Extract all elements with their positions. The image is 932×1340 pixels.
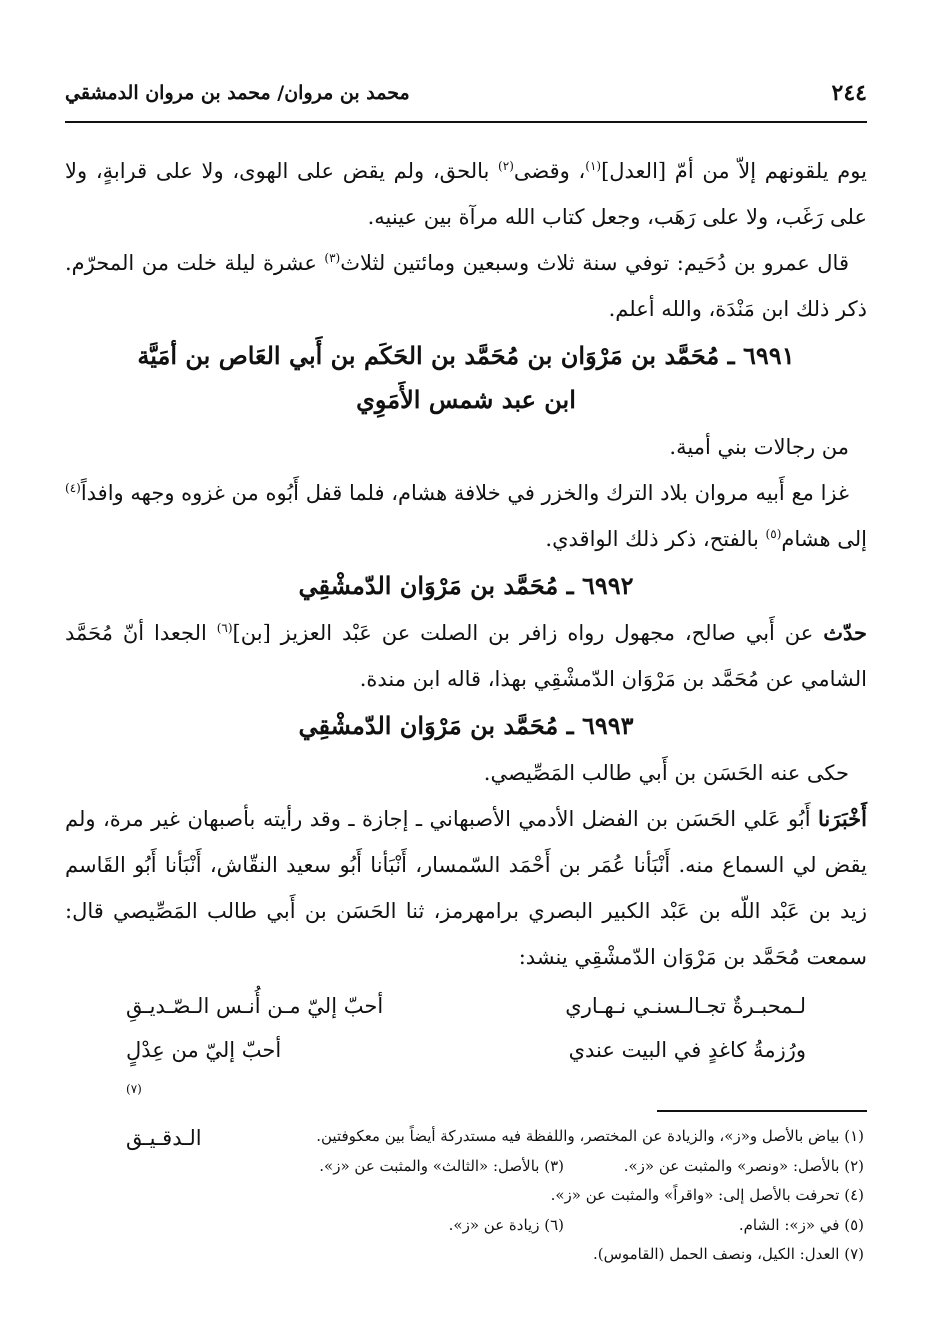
footnote-ref: (٤) [65, 481, 81, 495]
text-run: بالحق، ولم يقض على الهوى، ولا على قرابةٍ، ولا على رَغَب، ولا على رَهَب، وجعل كتاب الله مرآة بين عينيه. [65, 159, 867, 229]
entry-heading-line: ٦٩٩١ ـ مُحَمَّد بن مَرْوَان بن مُحَمَّد بن الحَكَم بن أَبي العَاص بن أمَيَّة [137, 341, 795, 370]
text-run: غزا مع أَبيه مروان بلاد الترك والخزر في خلافة هشام، فلما قفل أَبُوه من غزوه وجهه وافداً [80, 481, 849, 505]
entry-heading-6993: ٦٩٩٣ ـ مُحَمَّد بن مَرْوَان الدّمشْقِي [298, 711, 634, 740]
footnote-ref: (٥) [765, 527, 782, 541]
hemistich: أحبّ إليّ من عِدْلٍ(٧)الـدقـيـق [126, 1028, 436, 1160]
footnote-ref: (٦) [216, 621, 233, 635]
text-run: أحبّ إليّ من عِدْلٍ [126, 1038, 282, 1062]
hemistich: ورُزمةُ كاغدٍ في البيت عندي [568, 1038, 806, 1062]
footnote-1: (١) بياض بالأصل و«ز»، والزيادة عن المختصر، واللفظة فيه مستدركة أيضاً بين معكوفتين. [316, 1127, 864, 1145]
paragraph-7 [65, 796, 867, 980]
page-body [65, 148, 867, 1160]
lead-word: حدّث [823, 620, 867, 645]
page-number: ٢٤٤ [831, 80, 867, 106]
footnote-ref: (٢) [498, 159, 514, 173]
footnote-row [65, 1240, 864, 1270]
page-header [65, 78, 867, 114]
text-run: إلى هشام [781, 527, 867, 551]
footnote-row [65, 1211, 864, 1241]
entry-heading-line: ابن عبد شمس الأَمَوِي [356, 385, 576, 414]
text-run: عن أَبي صالح، مجهول رواه زافر بن الصلت عن عَبْد العزيز [بن] [232, 621, 824, 645]
footnote-row [65, 1152, 864, 1182]
text-run: أَبُو عَلي الحَسَن بن الفضل الأدمي الأصبهاني ـ إجازة ـ وقد رأيته بأصبهان غير مرة، ولم يقض لي السماع منه. أَنْبَأنا عُمَر بن أَحْمَد السّمسار، أَنْبَأنا أَبُو سعيد النقّاش، أَنْبَأنا أَبُو القَاسم زيد بن عَبْد اللّه بن عَبْد الكبير البصري برامهرمز، ثنا الحَسَن بن أَبي طالب المَصِّيصي قال: سمعت مُحَمَّد بن مَرْوَان الدّمشْقِي ينشد: [65, 807, 867, 969]
footnote-3: (٣) بالأصل: «الثالث» والمثبت عن «ز». [319, 1156, 564, 1175]
text-run: ، وقضى [513, 159, 586, 183]
footnote-row [65, 1122, 864, 1152]
paragraph-5 [65, 610, 867, 702]
hemistich: لـمحبـرةٌ تجـالـسنـي نـهـاري [565, 994, 806, 1018]
text-run: قال عمرو بن دُحَيم: توفي سنة ثلاث وسبعين ومائتين لثلاث [340, 251, 849, 275]
entry-heading-6992: ٦٩٩٢ ـ مُحَمَّد بن مَرْوَان الدّمشْقِي [298, 571, 634, 600]
header-rule [65, 121, 867, 123]
paragraph-1 [65, 148, 867, 240]
text-run: الـدقـيـق [126, 1126, 202, 1150]
text-run: بالفتح، ذكر ذلك الواقدي. [545, 527, 766, 551]
footnote-6: (٦) زيادة عن «ز». [448, 1215, 564, 1234]
running-title: محمد بن مروان/ محمد بن مروان الدمشقي [65, 82, 410, 104]
text-run: يوم يلقونهم إلاّ من أمّ [العدل] [601, 159, 867, 183]
footnotes [65, 1122, 864, 1270]
text-run: عشرة ليلة خلت من المحرّم. ذكر ذلك ابن مَنْدَة، والله أعلم. [65, 251, 867, 321]
footnote-ref: (٣) [324, 251, 341, 265]
paragraph-2 [65, 240, 867, 332]
footnote-5: (٥) في «ز»: الشام. [738, 1215, 864, 1234]
verse-1 [65, 984, 867, 1028]
footnote-4: (٤) تحرفت بالأصل إلى: «واقراً» والمثبت عن «ز». [550, 1186, 864, 1204]
footnote-2: (٢) بالأصل: «ونصر» والمثبت عن «ز». [623, 1156, 864, 1175]
footnote-ref: (١) [585, 159, 602, 173]
paragraph-4 [65, 470, 867, 562]
footnote-rule [657, 1110, 867, 1112]
entry-heading-6991 [65, 334, 867, 422]
hemistich: أحبّ إليّ مـن أُنـس الـصّـديـقِ [126, 994, 384, 1018]
footnote-row [65, 1181, 864, 1211]
lead-word: أَخْبَرَنا [818, 806, 867, 831]
footnote-7: (٧) العدل: الكيل، ونصف الحمل (القاموس). [592, 1245, 864, 1263]
paragraph-6: حكى عنه الحَسَن بن أَبي طالب المَصِّيصي. [483, 761, 849, 785]
paragraph-3: من رجالات بني أمية. [669, 435, 849, 459]
text-run: الجعدا أنّ مُحَمَّد الشامي عن مُحَمَّد بن مَرْوَان الدّمشْقِي بهذا، قاله ابن مندة. [65, 621, 867, 691]
